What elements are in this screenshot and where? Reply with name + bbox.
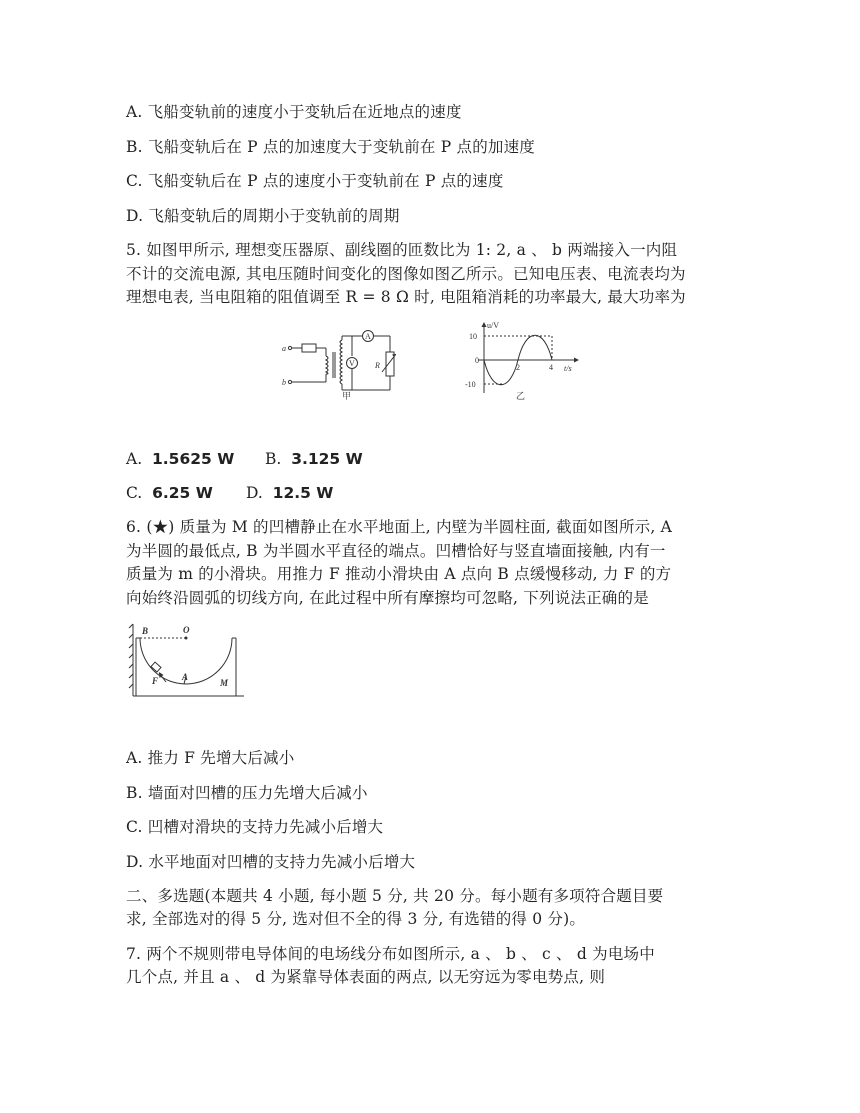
q6-stem-line-3: 质量为 m 的小滑块。用推力 F 推动小滑块由 A 点向 B 点缓慢移动, 力 F 的方: [126, 565, 672, 583]
q6-option-b: B. 墙面对凹槽的压力先增大后减小: [126, 784, 368, 802]
ammeter-label: A: [365, 332, 371, 341]
option-letter: D.: [246, 484, 263, 502]
point-b-label: B: [142, 626, 149, 636]
figure-yi-caption: 乙: [516, 391, 526, 401]
option-value: 12.5 W: [272, 484, 334, 502]
x-tick-4: 4: [549, 363, 553, 372]
q6-option-a: A. 推力 F 先增大后减小: [126, 749, 295, 767]
y-tick-10: 10: [469, 332, 477, 341]
voltmeter-label: V: [349, 359, 355, 368]
terminal-a-label: a: [282, 344, 286, 353]
q5-option-d: [246, 483, 333, 503]
q5-stem-line-3: 理想电表, 当电阻箱的阻值调至 R = 8 Ω 时, 电阻箱消耗的功率最大, 最大功率为: [126, 288, 686, 306]
y-axis-label: u/V: [487, 321, 499, 330]
q6-option-c: C. 凹槽对滑块的支持力先减小后增大: [126, 818, 384, 836]
q5-stem-line-1: 5. 如图甲所示, 理想变压器原、副线圈的匝数比为 1: 2, a 、 b 两端接入一内阻: [126, 241, 678, 259]
q5-option-a: [126, 449, 234, 469]
force-f-label: F: [152, 676, 159, 686]
section2-line-2: 求, 全部选对的得 5 分, 选对但不全的得 3 分, 有选错的得 0 分)。: [126, 910, 586, 928]
option-letter: C.: [126, 484, 143, 502]
mass-m-label: M: [220, 678, 229, 688]
option-letter: B.: [265, 450, 282, 468]
q6-stem-line-2: 为半圆的最低点, B 为半圆水平直径的端点。凹槽恰好与竖直墙面接触, 内有一: [126, 542, 666, 560]
q4-option-a: A. 飞船变轨前的速度小于变轨后在近地点的速度: [126, 103, 462, 121]
voltage-time-graph: [454, 319, 586, 403]
terminal-b-label: b: [282, 378, 286, 387]
x-axis-label: t/s: [564, 364, 572, 373]
groove-figure: [126, 620, 248, 700]
q5-option-b: [265, 449, 363, 469]
y-tick-0: 0: [475, 356, 479, 365]
option-value: 6.25 W: [152, 484, 213, 502]
figure-jia-caption: 甲: [342, 391, 352, 400]
transformer-circuit-figure: [278, 326, 396, 400]
point-o-label: O: [183, 625, 190, 635]
q4-option-d: D. 飞船变轨后的周期小于变轨前的周期: [126, 207, 400, 225]
q6-stem-line-1: 6. (★) 质量为 M 的凹槽静止在水平地面上, 内壁为半圆柱面, 截面如图所示, A: [126, 518, 673, 536]
q7-stem-line-2: 几个点, 并且 a 、 d 为紧靠导体表面的两点, 以无穷远为零电势点, 则: [126, 968, 606, 986]
resistor-label: R: [375, 361, 380, 370]
y-tick-neg10: -10: [465, 380, 476, 389]
section2-line-1: 二、多选题(本题共 4 小题, 每小题 5 分, 共 20 分。每小题有多项符合题目要: [126, 887, 664, 905]
q5-stem-line-2: 不计的交流电源, 其电压随时间变化的图像如图乙所示。已知电压表、电流表均为: [126, 265, 686, 283]
q4-option-c: C. 飞船变轨后在 P 点的速度小于变轨前在 P 点的速度: [126, 172, 504, 190]
q5-option-c: [126, 483, 213, 503]
q4-option-b: B. 飞船变轨后在 P 点的加速度大于变轨前在 P 点的加速度: [126, 138, 536, 156]
q6-stem-line-4: 向始终沿圆弧的切线方向, 在此过程中所有摩擦均可忽略, 下列说法正确的是: [126, 589, 649, 607]
q7-stem-line-1: 7. 两个不规则带电导体间的电场线分布如图所示, a 、 b 、 c 、 d 为电场中: [126, 945, 655, 963]
q6-option-d: D. 水平地面对凹槽的支持力先减小后增大: [126, 853, 416, 871]
option-letter: A.: [126, 450, 143, 468]
option-value: 1.5625 W: [151, 450, 235, 468]
x-tick-2: 2: [516, 363, 520, 372]
point-a-label: A: [182, 672, 189, 682]
option-value: 3.125 W: [291, 450, 363, 468]
